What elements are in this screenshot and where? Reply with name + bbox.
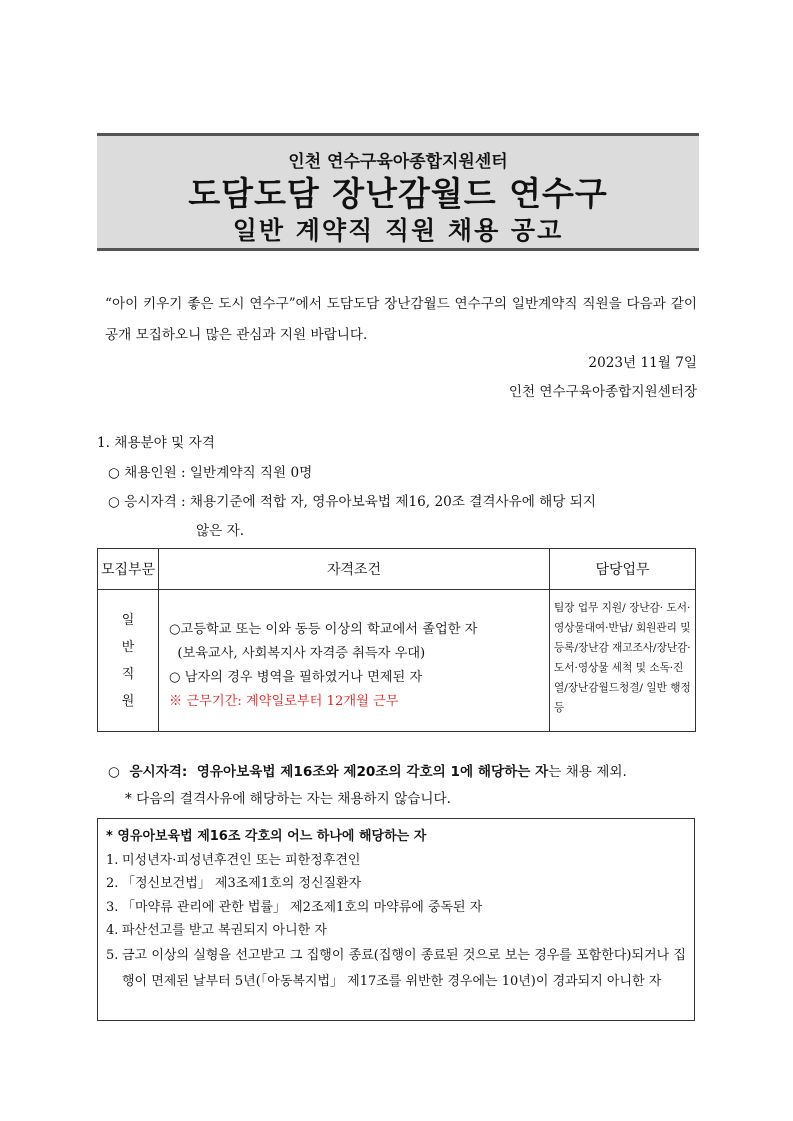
list-item: 4. 파산선고를 받고 복권되지 아니한 자 [106,923,327,938]
header-qual: 자격조건 [159,549,550,590]
qual-line: (보육교사, 사회복지사 자격증 취득자 우대) [169,646,426,661]
header-dept: 모집부문 [98,549,159,590]
page-title: 도담도담 장난감월드 연수구 [188,174,608,213]
list-item: 2. 「정신보건법」 제3조제1호의 정신질환자 [106,876,362,891]
box-title: * 영유아보육법 제16조 각호의 어느 하나에 해당하는 자 [106,829,427,844]
qual-line: ○고등학교 또는 이와 동등 이상의 학교에서 졸업한 자 [169,622,478,637]
recruitment-table [97,548,696,732]
signer: 인천 연수구육아종합지원센터장 [508,384,697,400]
list-item: 5. 금고 이상의 실형을 선고받고 그 집행이 종료(집행이 종료된 것으로 보는 경우를 포함한다)되거나 집행이 면제된 날부터 5년(「아동복지법」 제17조를 위반한 경우에는 10년)이 경과되지 아니한 자 [106,947,686,989]
exclusion-note: ○ 응시자격: 영유아보육법 제16조와 제20조의 각호의 1에 해당하는 자는 채용 제외. [108,764,627,780]
section-heading: 1. 채용분야 및 자격 [97,435,215,451]
eligibility-cont: 않은 자. [196,523,245,539]
hiring-count: ○ 채용인원 : 일반계약직 직원 0명 [108,465,313,481]
disqualification-list [106,849,686,995]
intro-paragraph: “아이 키우기 좋은 도시 연수구”에서 도담도담 장난감월드 연수구의 일반계약직 직원을 다음과 같이 공개 모집하오니 많은 관심과 지원 바랍니다. [105,296,697,343]
header-duty: 담당업무 [550,549,696,590]
work-period: ※ 근무기간: 계약일로부터 12개월 근무 [169,694,399,709]
exclusion-sub: * 다음의 결격사유에 해당하는 자는 채용하지 않습니다. [125,791,451,807]
list-item: 1. 미성년자·피성년후견인 또는 피한정후견인 [106,852,361,868]
title-banner [97,133,699,251]
qual-cell [159,590,550,732]
disqualification-box [97,818,695,1021]
eligibility: ○ 응시자격 : 채용기준에 적합 자, 영유아보육법 제16, 20조 결격사유에 해당 되지 [108,494,597,510]
duty-cell: 팀장 업무 지원/ 장난감· 도서· 영상물대여·반납/ 회원관리 및 등록/장난감 재고조사/장난감· 도서·영상물 세척 및 소독·진열/장난감월드청결/ 일반 행정 등 [550,590,696,732]
announcement-date: 2023년 11월 7일 [588,355,697,371]
list-item: 3. 「마약류 관리에 관한 법률」 제2조제1호의 마약류에 중독된 자 [106,899,483,915]
dept-cell: 일 반 직 원 [98,590,159,732]
org-name: 인천 연수구육아종합지원센터 [288,152,508,172]
qual-line: ○ 남자의 경우 병역을 필하였거나 면제된 자 [169,670,423,685]
page-subtitle: 일반 계약직 직원 채용 공고 [232,216,564,245]
